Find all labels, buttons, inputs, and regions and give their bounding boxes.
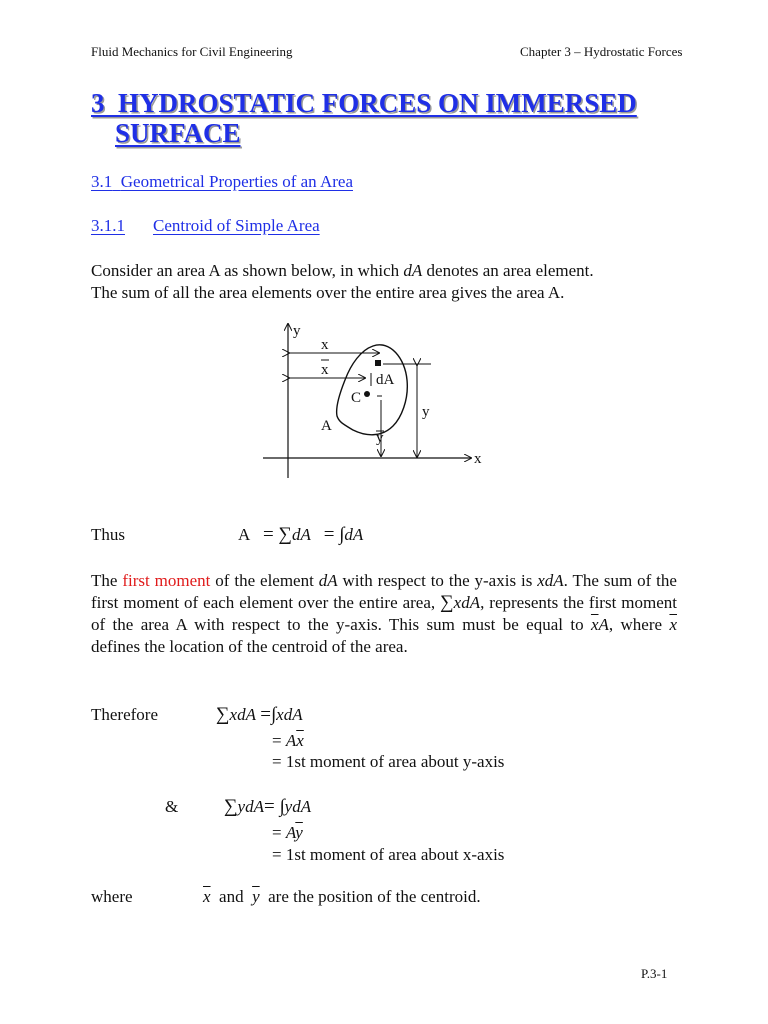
intro-line-1 — [91, 260, 594, 282]
subsection-number: 3.1.1 — [91, 216, 125, 235]
where-and: and — [219, 887, 244, 906]
area-label: A — [321, 418, 332, 434]
running-header-right: Chapter 3 – Hydrostatic Forces — [520, 44, 683, 59]
para-math-xdA: xdA — [537, 571, 564, 590]
intro-text-b: denotes an area element. — [422, 261, 594, 280]
therefore-rhs: xdA — [276, 705, 303, 724]
para-math-sum-xdA: xdA — [453, 593, 481, 612]
y-dimension-label: y — [422, 404, 430, 420]
amp-sum-sign: ∑ — [224, 796, 238, 817]
amp-integral: = ∫ — [263, 796, 285, 817]
para-t3: with respect to the y-axis is — [337, 571, 538, 590]
where-label: where — [91, 887, 133, 906]
para-t1: The — [91, 571, 123, 590]
first-moment-paragraph — [91, 570, 677, 658]
section-heading — [91, 172, 353, 192]
where-tail: are the position of the centroid. — [268, 887, 481, 906]
thus-equation — [238, 524, 363, 546]
para-math-xbar-2: $\overline{x}$ — [669, 615, 677, 634]
thus-lhs: A — [238, 525, 251, 544]
amp-A: A — [285, 823, 296, 842]
para-t5: , represents the first moment of the area A with respect to the y-axis. This sum must be equal to — [91, 593, 677, 634]
x-dimension-label: x — [321, 337, 329, 353]
para-t7: defines the location of the centroid of the area. — [91, 637, 408, 656]
centroid-label: C — [351, 390, 362, 406]
centroid-dot — [364, 391, 370, 397]
chapter-title-line1 — [91, 88, 637, 118]
page-number: P.3-1 — [641, 966, 668, 981]
para-t2: of the element — [210, 571, 319, 590]
therefore-eq-line3: = 1st moment of area about y-axis — [272, 752, 505, 771]
area-boundary — [337, 345, 408, 435]
section-title: Geometrical Properties of an Area — [120, 172, 353, 191]
ybar-dimension-label: y — [376, 430, 384, 446]
para-t6: , where — [608, 615, 670, 634]
section-number: 3.1 — [91, 172, 113, 191]
where-text — [203, 886, 481, 908]
amp-ybar: $\overline{y}$ — [295, 823, 303, 842]
thus-label: Thus — [91, 525, 125, 544]
therefore-lhs: xdA — [229, 705, 256, 724]
para-math-dA: dA — [318, 571, 338, 590]
x-axis-label: x — [474, 451, 482, 467]
thus-term1: dA — [292, 525, 311, 544]
para-math-A: A — [598, 615, 609, 634]
thus-sum-sign: = ∑ — [263, 524, 293, 545]
chapter-number: 3 — [91, 88, 105, 118]
y-axis-label: y — [293, 323, 301, 339]
therefore-sum-sign: ∑ — [216, 704, 230, 725]
first-moment-highlight: first moment — [122, 571, 211, 590]
therefore-label: Therefore — [91, 705, 159, 724]
subsection-heading — [91, 216, 320, 236]
thus-term2: dA — [344, 525, 364, 544]
element-label: dA — [376, 372, 395, 388]
where-xbar: $\overline{x}$ — [203, 887, 211, 906]
where-ybar: $\overline{y}$ — [252, 887, 260, 906]
intro-math-dA: dA — [403, 261, 423, 280]
therefore-integral: =∫ — [260, 704, 277, 725]
para-t4: . The sum of the first moment of each element over the entire area, — [91, 571, 677, 612]
chapter-title-text: HYDROSTATIC FORCES ON IMMERSED — [118, 88, 637, 118]
area-element-marker — [375, 360, 381, 366]
amp-label: & — [165, 797, 179, 816]
thus-integral-sign: = ∫ — [323, 524, 345, 545]
xbar-dimension-label: x — [321, 362, 329, 378]
therefore-eq-line1 — [216, 704, 303, 726]
centroid-figure — [255, 318, 490, 488]
amp-eq-line1 — [224, 796, 311, 818]
intro-line-2: The sum of all the area elements over the entire area gives the area A. — [91, 283, 565, 302]
amp-eq-line2 — [272, 822, 303, 844]
para-math-xbar: $\overline{x}$ — [590, 615, 599, 634]
para-sum-sign: ∑ — [440, 592, 454, 613]
chapter-title-line2: SURFACE — [115, 118, 241, 148]
amp-rhs: ydA — [284, 797, 312, 816]
therefore-xbar: $\overline{x}$ — [296, 731, 304, 750]
amp-eq-line3: = 1st moment of area about x-axis — [272, 845, 505, 864]
subsection-title: Centroid of Simple Area — [153, 216, 320, 235]
running-header-left: Fluid Mechanics for Civil Engineering — [91, 44, 293, 59]
therefore-eq2-sign: = — [272, 731, 282, 750]
amp-eq2-sign: = — [272, 823, 282, 842]
therefore-A: A — [285, 731, 297, 750]
therefore-eq-line2 — [272, 730, 304, 752]
amp-lhs: ydA — [237, 797, 264, 816]
intro-text-a: Consider an area A as shown below, in which — [91, 261, 404, 280]
